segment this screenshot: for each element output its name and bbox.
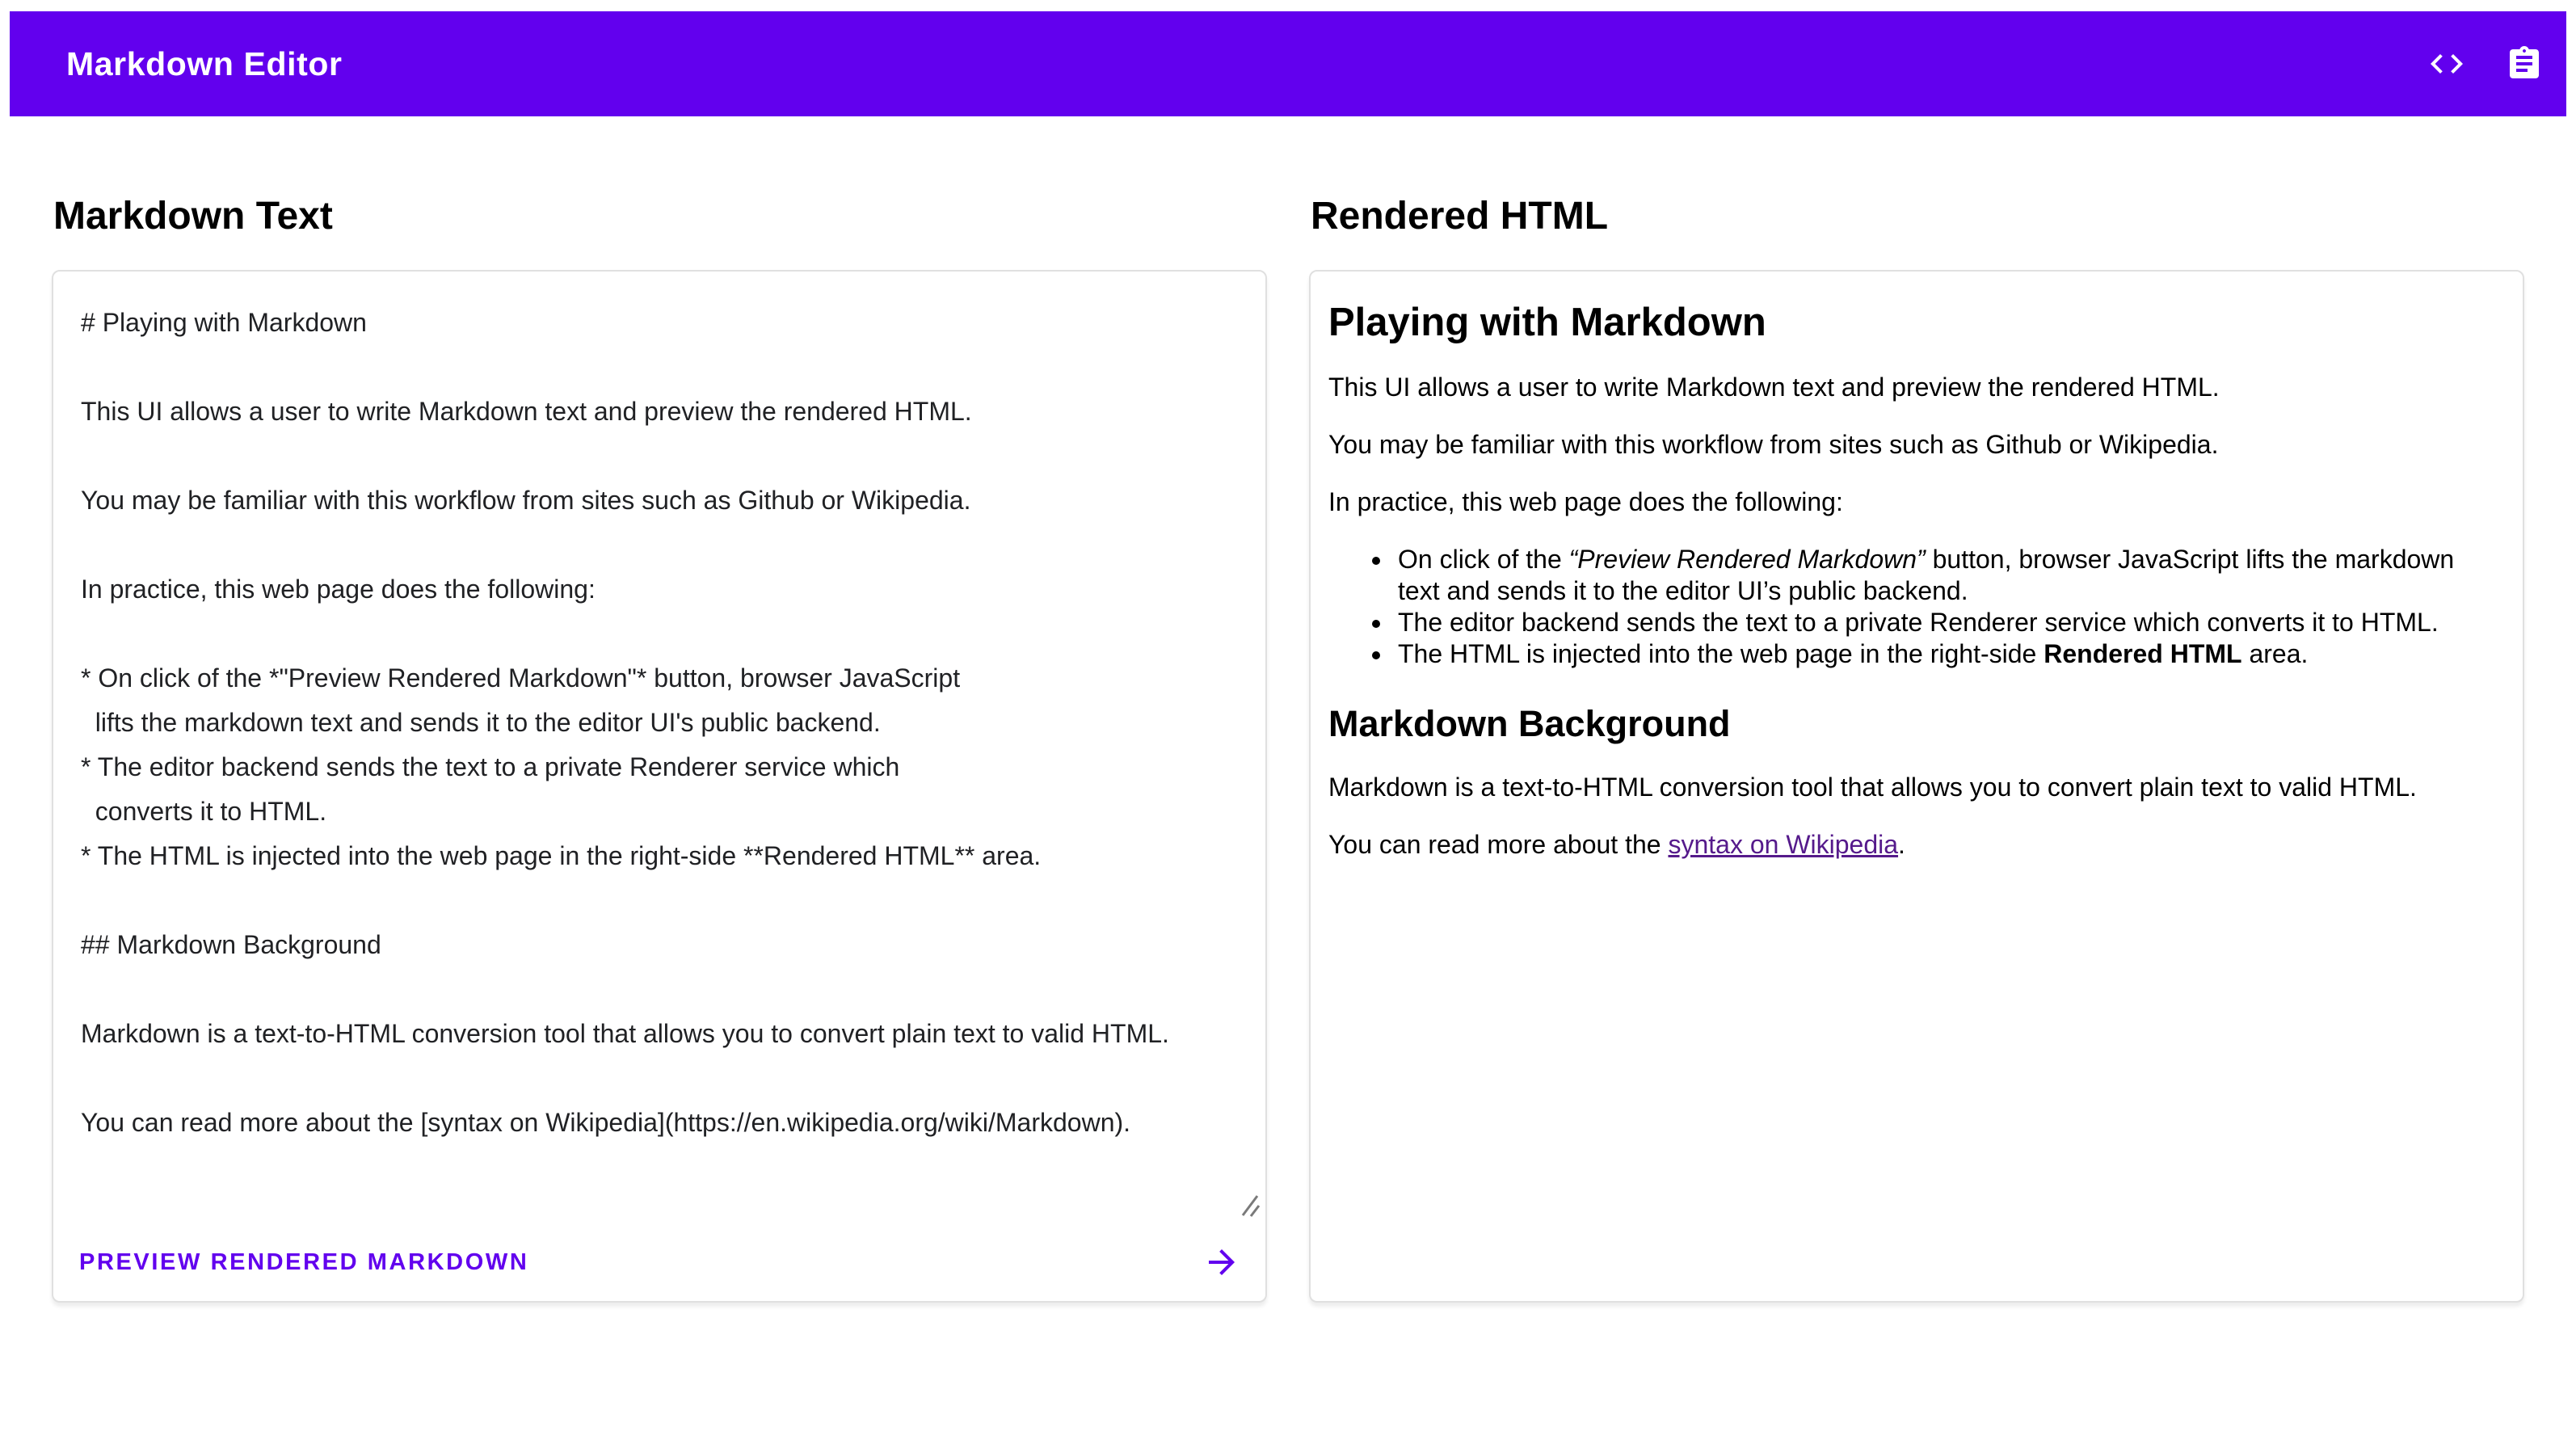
clipboard-icon[interactable] bbox=[2505, 44, 2544, 83]
arrow-forward-glyph bbox=[1202, 1243, 1241, 1282]
preview-column bbox=[1309, 116, 2524, 1303]
rendered-paragraph: In practice, this web page does the following: bbox=[1328, 487, 1843, 516]
app-bar bbox=[10, 11, 2566, 116]
list-item bbox=[1393, 544, 2498, 607]
paragraph-text: You can read more about the bbox=[1328, 830, 1669, 859]
editor-card bbox=[52, 270, 1267, 1303]
rendered-paragraph: Markdown is a text-to-HTML conversion tool that allows you to convert plain text to valid HTML. bbox=[1328, 773, 2417, 802]
list-item-bold: Rendered HTML bbox=[2044, 639, 2242, 668]
resize-handle[interactable] bbox=[1233, 1189, 1261, 1217]
list-item-text: On click of the bbox=[1398, 545, 1569, 574]
app-title: Markdown Editor bbox=[66, 44, 343, 82]
editor-column bbox=[52, 116, 1267, 1303]
content bbox=[0, 116, 2576, 1303]
code-icon-glyph bbox=[2427, 44, 2466, 83]
rendered-list bbox=[1328, 544, 2498, 670]
syntax-on-wikipedia-link[interactable]: syntax on Wikipedia bbox=[1668, 830, 1899, 859]
preview-rendered-markdown-button[interactable]: PREVIEW RENDERED MARKDOWN bbox=[79, 1248, 529, 1275]
app-bar-actions bbox=[2427, 44, 2544, 83]
rendered-paragraph: This UI allows a user to write Markdown text and preview the rendered HTML. bbox=[1328, 373, 2220, 402]
rendered-subtitle: Markdown Background bbox=[1328, 703, 1731, 744]
resize-handle-glyph bbox=[1233, 1189, 1261, 1217]
list-item-italic: “Preview Rendered Markdown” bbox=[1568, 545, 1926, 574]
list-item-text: area. bbox=[2241, 639, 2309, 668]
textarea-wrap bbox=[53, 272, 1265, 1223]
markdown-source-input[interactable] bbox=[53, 272, 1265, 1223]
editor-actions-row bbox=[53, 1223, 1265, 1301]
list-item-text: button, browser JavaScript lifts the markdown text and sends it to the editor UI’s public backend. bbox=[1398, 545, 2455, 605]
arrow-forward-icon[interactable] bbox=[1202, 1243, 1241, 1282]
list-item-text: The HTML is injected into the web page in the right-side bbox=[1398, 639, 2044, 668]
rendered-title: Playing with Markdown bbox=[1328, 301, 1766, 344]
rendered-paragraph bbox=[1328, 829, 2498, 861]
preview-card bbox=[1309, 270, 2524, 1303]
list-item-text: The editor backend sends the text to a private Renderer service which converts it to HTML. bbox=[1398, 608, 2439, 637]
rendered-paragraph: You may be familiar with this workflow from sites such as Github or Wikipedia. bbox=[1328, 430, 2219, 459]
code-icon[interactable] bbox=[2427, 44, 2466, 83]
preview-heading: Rendered HTML bbox=[1311, 195, 1609, 238]
list-item bbox=[1393, 607, 2498, 638]
paragraph-text: . bbox=[1898, 830, 1905, 859]
list-item bbox=[1393, 638, 2498, 670]
clipboard-icon-glyph bbox=[2505, 44, 2544, 83]
editor-heading: Markdown Text bbox=[53, 195, 333, 238]
